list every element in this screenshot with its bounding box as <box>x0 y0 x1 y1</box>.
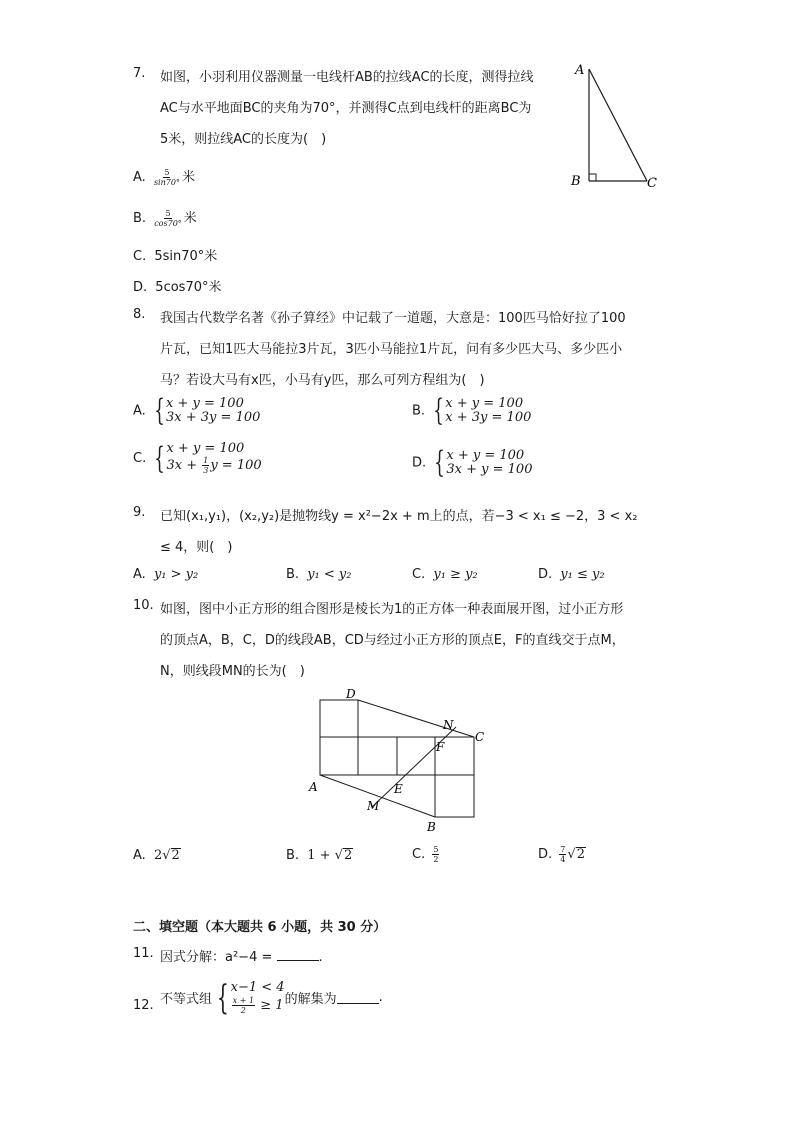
label-d: D <box>346 687 356 701</box>
label-f: F <box>436 740 445 754</box>
q8-number: 8. <box>133 307 146 322</box>
equation-system: { x + y = 100 3x + y = 100 <box>434 445 533 480</box>
q12-body: 不等式组 { x−1 < 4 $\frac{x + 1}{2}$ ≥ 1 的解集为 . <box>160 977 383 1018</box>
section-heading: 二、填空题（本大题共 6 小题，共 30 分） <box>133 920 387 935</box>
q7-option-a[interactable]: A. $\frac{5}{\sin 70^\circ}$ 米 <box>133 168 195 187</box>
net-square <box>320 737 358 775</box>
q9-option-d[interactable]: D. y₁ ≤ y₂ <box>538 567 605 582</box>
wire-ac <box>589 69 647 181</box>
q8-option-b[interactable]: B. { x + y = 100 x + 3y = 100 <box>412 393 532 428</box>
label-b: B <box>427 820 436 834</box>
q10-number: 10. <box>133 598 154 613</box>
q8-line3: 马？若设大马有x匹，小马有y匹，那么可列方程组为( ) <box>160 373 485 388</box>
label-c: C <box>647 176 657 191</box>
q9-option-a[interactable]: A. y₁ > y₂ <box>133 567 199 582</box>
net-square <box>358 737 397 775</box>
q8-option-d[interactable]: D. { x + y = 100 3x + y = 100 <box>412 445 533 480</box>
q9-line1: 已知(x₁,y₁)，(x₂,y₂)是抛物线y = x²−2x + m上的点，若−3 < x₁ ≤ −2，3 < x₂ <box>160 509 638 524</box>
q10-option-d[interactable]: D. $\frac{7}{4}$ √2 <box>538 845 585 864</box>
net-square <box>397 737 435 775</box>
q8-line1: 我国古代数学名著《孙子算经》中记载了一道题，大意是：100匹马恰好拉了100 <box>160 311 626 326</box>
q7-option-d[interactable]: D. 5cos70°米 <box>133 280 222 295</box>
q7-line1: 如图，小羽利用仪器测量一电线杆AB的拉线AC的长度，测得拉线 <box>160 70 534 85</box>
q10-option-b[interactable]: B. 1 + √2 <box>286 848 353 863</box>
net-square <box>320 700 358 737</box>
inequality-system: { x−1 < 4 $\frac{x + 1}{2}$ ≥ 1 <box>216 977 285 1018</box>
q10-option-c[interactable]: C. $\frac{5}{2}$ <box>412 845 439 864</box>
q10-option-a[interactable]: A. 2√2 <box>133 848 180 863</box>
q7-number: 7. <box>133 66 146 81</box>
q7-line2: AC与水平地面BC的夹角为70°，并测得C点到电线杆的距离BC为 <box>160 101 532 116</box>
q12-number: 12. <box>133 998 154 1013</box>
line-ef <box>372 727 456 807</box>
q8-option-c[interactable]: C. { x + y = 100 3x + $\frac{1}{3}$ y = 100 <box>133 440 262 476</box>
q7-line3: 5米，则拉线AC的长度为( ) <box>160 132 327 147</box>
q9-number: 9. <box>133 505 146 520</box>
q11-body: 因式分解：a²−4 = . <box>160 950 323 965</box>
answer-blank[interactable] <box>277 948 319 961</box>
q9-option-c[interactable]: C. y₁ ≥ y₂ <box>412 567 478 582</box>
net-square <box>435 775 474 817</box>
q10-line2: 的顶点A，B，C，D的线段AB，CD与经过小正方形的顶点E，F的直线交于点M， <box>160 633 625 648</box>
q7-triangle-figure <box>565 60 665 195</box>
fraction: $\frac{5}{\sin 70^\circ}$ <box>153 168 180 187</box>
q7-option-c[interactable]: C. 5sin70°米 <box>133 249 218 264</box>
q10-line3: N，则线段MN的长为( ) <box>160 664 305 679</box>
q11-number: 11. <box>133 946 154 961</box>
equation-system: { x + y = 100 3x + 3y = 100 <box>154 393 261 428</box>
right-angle-mark <box>589 174 596 181</box>
label-b: B <box>571 174 581 189</box>
label-c: C <box>475 730 485 744</box>
equation-system: { x + y = 100 x + 3y = 100 <box>433 393 532 428</box>
q10-cube-net-figure <box>300 682 500 837</box>
segment-dc <box>358 700 474 737</box>
q7-option-b[interactable]: B. $\frac{5}{\cos 70^\circ}$ 米 <box>133 209 197 228</box>
label-n: N <box>443 718 454 732</box>
fraction: $\frac{5}{\cos 70^\circ}$ <box>154 209 182 228</box>
label-a: A <box>309 780 318 794</box>
q10-line1: 如图，图中小正方形的组合图形是棱长为1的正方体一种表面展开图，过小正方形 <box>160 602 624 617</box>
answer-blank[interactable] <box>337 991 379 1004</box>
label-e: E <box>394 782 403 796</box>
label-a: A <box>575 63 585 78</box>
equation-system: { x + y = 100 3x + $\frac{1}{3}$ y = 100 <box>154 440 262 476</box>
q8-line2: 片瓦，已知1匹大马能拉3片瓦，3匹小马能拉1片瓦，问有多少匹大马、多少匹小 <box>160 342 623 357</box>
q8-option-a[interactable]: A. { x + y = 100 3x + 3y = 100 <box>133 393 261 428</box>
q9-option-b[interactable]: B. y₁ < y₂ <box>286 567 352 582</box>
q9-line2: ≤ 4，则( ) <box>160 540 233 555</box>
label-m: M <box>367 799 380 813</box>
